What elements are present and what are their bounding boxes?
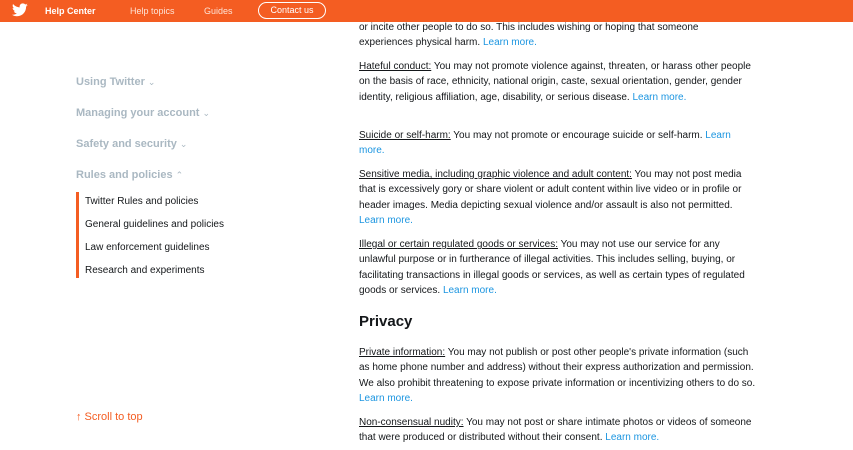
sidebar-item-label: Managing your account <box>76 107 200 119</box>
contact-us-button[interactable]: Contact us <box>258 2 326 19</box>
learn-more-link[interactable]: Learn more. <box>632 91 687 103</box>
rule-term: Sensitive media, including graphic violence and adult content: <box>359 169 632 180</box>
learn-more-link[interactable]: Learn more. <box>482 37 537 49</box>
sidebar-item-label: Using Twitter <box>76 76 145 88</box>
rule-sensitive-media <box>359 167 759 229</box>
rule-term: Illegal or certain regulated goods or services: <box>359 239 558 250</box>
scroll-to-top-link[interactable]: ↑ Scroll to top <box>76 411 143 423</box>
rule-private-information <box>359 345 759 407</box>
sidebar-item-managing-account[interactable] <box>76 107 210 119</box>
learn-more-link[interactable]: Learn more. <box>359 215 413 227</box>
sidebar-item-label: Rules and policies <box>76 169 173 181</box>
sidebar-subitem-research[interactable]: Research and experiments <box>85 265 205 276</box>
rule-text: experiences physical harm. <box>359 37 481 49</box>
help-center-link[interactable]: Help Center <box>45 6 96 16</box>
help-topics-link[interactable]: Help topics <box>130 6 175 16</box>
rule-illegal-goods <box>359 237 759 299</box>
chevron-down-icon: ⌄ <box>147 77 156 87</box>
twitter-bird-icon[interactable] <box>12 3 28 17</box>
rule-non-consensual-nudity <box>359 415 759 446</box>
rule-term: Non-consensual nudity: <box>359 417 464 428</box>
learn-more-link[interactable]: Learn more. <box>359 130 731 157</box>
rule-term: Suicide or self-harm: <box>359 130 451 141</box>
learn-more-link[interactable]: Learn more. <box>359 393 413 405</box>
sidebar-subitem-twitter-rules[interactable]: Twitter Rules and policies <box>85 196 199 207</box>
guides-link[interactable]: Guides <box>204 6 233 16</box>
rule-text: You may not promote violence against, threaten, or harass other people on the basis of race, ethnicity, national origin, caste, sexual orientation, gender, gender identity, religious affiliation, age, disability, or serious disease. <box>359 61 751 103</box>
rules-submenu <box>76 192 276 278</box>
rule-text: You may not post media that is excessively gory or share violent or adult content within live video or in profile or header images. Media depicting sexual violence and/or assault is also not permitted. <box>359 169 742 211</box>
rule-text: You may not publish or post other people's private information (such as home phone number and address) without their express authorization and permission. We also prohibit threatening to expose private information or incentivizing others to do so. <box>359 347 756 389</box>
chevron-down-icon: ⌄ <box>179 139 188 149</box>
sidebar-item-safety-security[interactable] <box>76 138 187 150</box>
rule-term: Hateful conduct: <box>359 61 432 72</box>
chevron-up-icon: ⌃ <box>175 170 184 180</box>
rule-text: or incite other people to do so. This includes wishing or hoping that someone <box>359 22 699 33</box>
privacy-heading: Privacy <box>359 313 413 330</box>
learn-more-link[interactable]: Learn more. <box>442 285 497 297</box>
sidebar-item-rules-policies[interactable] <box>76 169 183 181</box>
rule-hateful-conduct <box>359 59 759 105</box>
sidebar-item-label: Safety and security <box>76 138 177 150</box>
learn-more-link[interactable]: Learn more. <box>605 432 660 444</box>
top-navigation-bar <box>0 0 853 22</box>
rule-paragraph <box>359 20 759 51</box>
sidebar-item-using-twitter[interactable] <box>76 76 155 88</box>
rule-suicide-self-harm <box>359 128 759 159</box>
rule-text: You may not use our service for any unlawful purpose or in furtherance of illegal activities. This includes selling, buying, or facilitating transactions in illegal goods or services, as well as certain types of regulated goods or services. <box>359 239 745 297</box>
rule-text: You may not promote or encourage suicide or self-harm. <box>450 130 703 141</box>
sidebar-subitem-law-enforcement[interactable]: Law enforcement guidelines <box>85 242 210 253</box>
sidebar-subitem-general-guidelines[interactable]: General guidelines and policies <box>85 219 224 230</box>
rule-term: Private information: <box>359 347 446 358</box>
chevron-down-icon: ⌄ <box>202 108 211 118</box>
rule-text: You may not post or share intimate photos or videos of someone that were produced or distributed without their consent. <box>359 417 752 444</box>
